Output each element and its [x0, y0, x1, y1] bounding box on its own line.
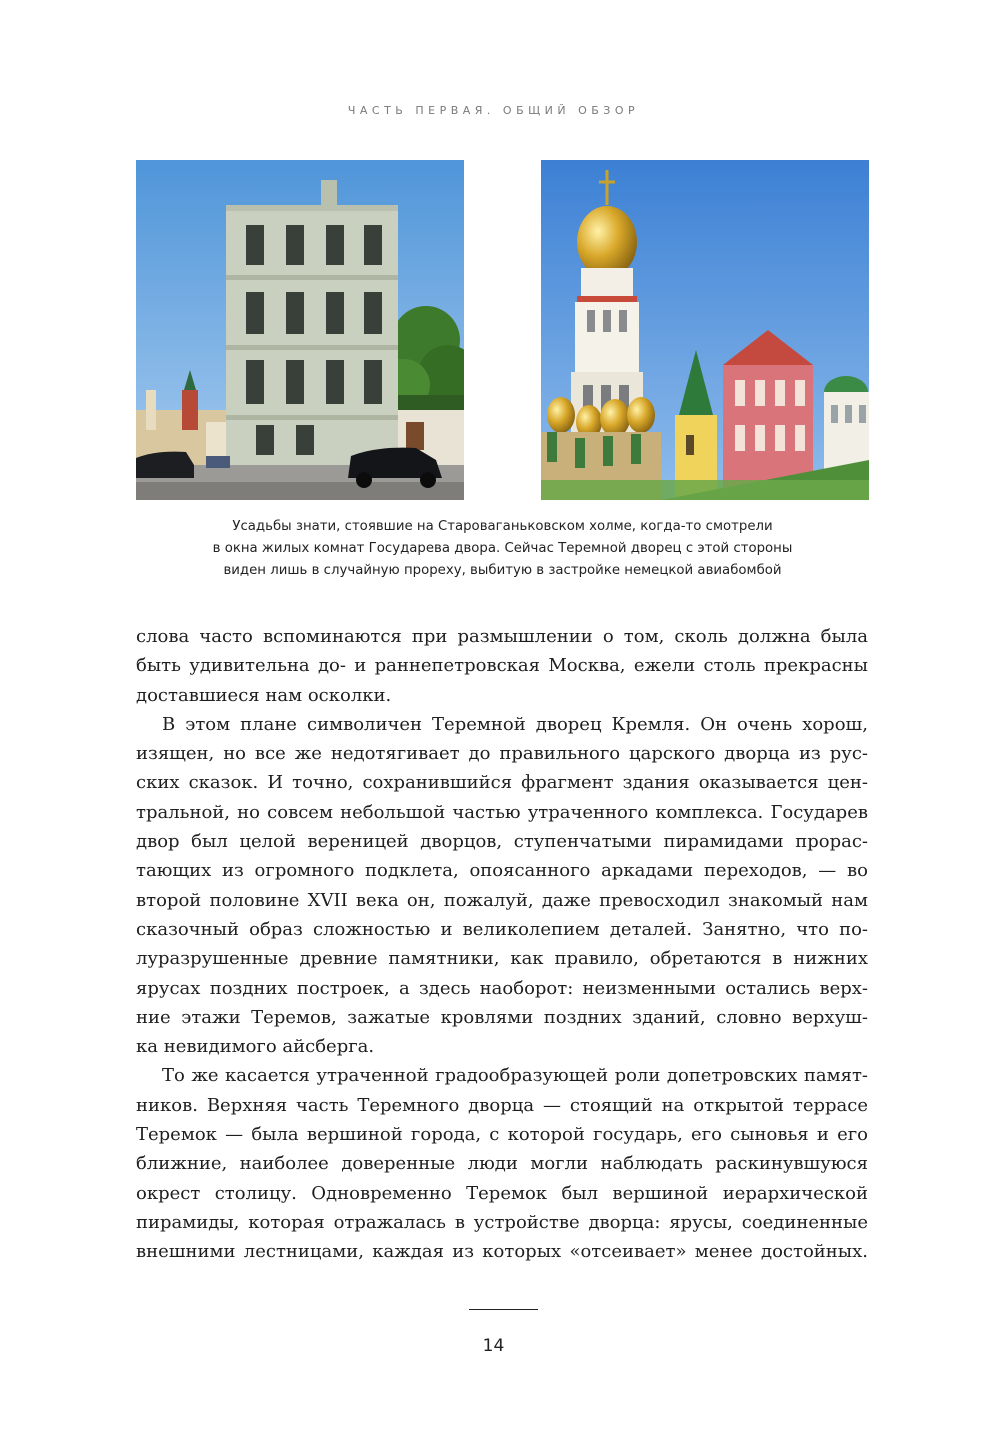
- body-text: [136, 622, 868, 1267]
- mansion-photo: [136, 160, 464, 500]
- caption-line: Усадьбы знати, стоявшие на Староваганьковском холме, когда-то смотрели: [232, 519, 773, 534]
- body-line: То же касается утраченной градообразующей роли допетровских памят-: [162, 1065, 868, 1087]
- caption-line: в окна жилых комнат Государева двора. Сейчас Теремной дворец с этой стороны: [212, 541, 793, 556]
- body-line: ближние, наиболее доверенные люди могли наблюдать раскинувшуюся: [136, 1153, 868, 1175]
- body-line: второй половине XVII века он, пожалуй, даже превосходил знакомый нам: [136, 889, 868, 911]
- body-line: слова часто вспоминаются при размышлении о том, сколь должна была: [136, 626, 868, 647]
- body-line: изящен, но все же недотягивает до правильного царского дворца из рус-: [136, 743, 868, 765]
- body-line: луразрушенные древние памятники, как правило, обретаются в нижних: [136, 948, 868, 970]
- body-line: Теремок — была вершиной города, с которой государь, его сыновья и его: [136, 1124, 868, 1146]
- body-line: двор был целой вереницей дворцов, ступенчатыми пирамидами прорас-: [136, 831, 868, 853]
- body-line: ярусах поздних построек, а здесь наоборот: неизменными остались верх-: [136, 977, 868, 999]
- body-line: окрест столицу. Одновременно Теремок был вершиной иерархической: [136, 1182, 868, 1204]
- running-head: ЧАСТЬ ПЕРВАЯ. ОБЩИЙ ОБЗОР: [347, 104, 640, 117]
- body-line: быть удивительна до- и раннепетровская Москва, ежели столь прекрасны: [136, 655, 868, 677]
- body-line: сказочный образ сложностью и великолепием деталей. Занятно, что по-: [136, 918, 868, 940]
- body-line: ние этажи Теремов, зажатые кровлями поздних зданий, словно верхуш-: [136, 1006, 868, 1028]
- body-line: тральной, но совсем небольшой частью утраченного комплекса. Государев: [136, 801, 868, 823]
- body-line: тающих из огромного подклета, опоясанного аркадами переходов, — во: [136, 860, 868, 882]
- body-line: ских сказок. И точно, сохранившийся фрагмент здания оказывается цен-: [136, 772, 868, 794]
- caption-line: виден лишь в случайную прореху, выбитую в застройке немецкой авиабомбой: [223, 563, 782, 578]
- kremlin-domes-photo: [541, 160, 869, 500]
- body-line: ка невидимого айсберга.: [136, 1036, 375, 1058]
- footer-rule: [469, 1309, 538, 1310]
- body-line: внешними лестницами, каждая из которых «отсеивает» менее достойных.: [136, 1241, 868, 1263]
- body-line: ников. Верхняя часть Теремного дворца — стоящий на открытой террасе: [136, 1094, 868, 1116]
- body-line: пирамиды, которая отражалась в устройстве дворца: ярусы, соединенные: [136, 1211, 868, 1233]
- body-line: В этом плане символичен Теремной дворец Кремля. Он очень хорош,: [162, 713, 868, 735]
- body-line: доставшиеся нам осколки.: [136, 684, 392, 706]
- photo-caption: [136, 516, 869, 582]
- page-number: 14: [482, 1336, 505, 1356]
